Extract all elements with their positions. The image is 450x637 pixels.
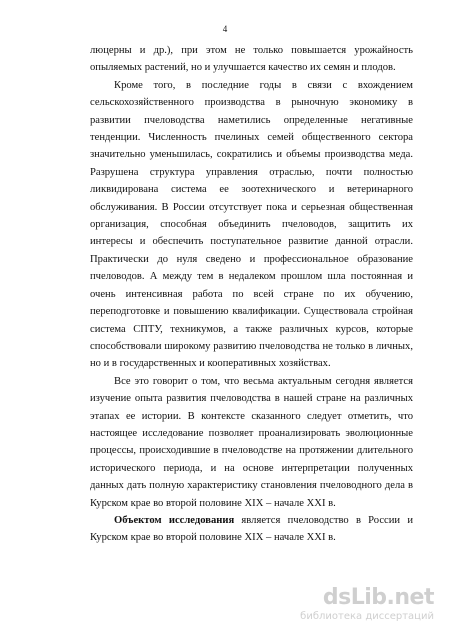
paragraph-3: Все это говорит о том, что весьма актуальным сегодня является изучение опыта развития пчеловодства в нашей стране на различных этапах ее истории. В контексте сказанного следует отметить, что настоящее исследование позволяет проанализировать эволюционные процессы, происходившие в пчеловодстве на протяжении длительного исторического периода, и на основе интерпретации полученных данных дать полную характеристику становления пчеловодного дела в Курском крае во второй половине XIX – начале XXI в. (90, 375, 413, 509)
paragraph-4-text: является пчеловодство в России и Курском крае во второй половине XIX – начале XXI в. (90, 514, 413, 544)
watermark-logo: dsLib.net (322, 585, 434, 610)
paragraph-2: Кроме того, в последние годы в связи с вхождением сельскохозяйственного производства в рыночную экономику в развитии пчеловодства наметились определенные негативные тенденции. Численность пчелиных семей общественного сектора значительно уменьшилась, сократились и объемы производства меда. Разрушена структура управления отраслью, почти полностью ликвидирована система ее зоотехнического и ветеринарного обслуживания. В России отсутствует пока и серьезная общественная организация, способная объединить пчеловодов, защитить их интересы и обеспечить поступательное развитие данной отрасли. Практически до нуля сведено и профессиональное образование пчеловодов. А между тем в недалеком прошлом шла постоянная и очень интенсивная работа по всей стране по их обучению, переподготовке и повышению квалификации. Существовала стройная система СПТУ, техникумов, а также различных курсов, которые способствовали широкому развитию пчеловодства не только в личных, но и в государственных и кооперативных хозяйствах. (90, 79, 413, 370)
paragraph-1: люцерны и др.), при этом не только повышается урожайность опыляемых растений, но и улучшается качество их семян и плодов. (90, 45, 413, 74)
paragraph-4 (90, 512, 413, 547)
document-body (90, 42, 413, 547)
research-object-term: Объектом исследования (114, 514, 235, 526)
watermark-subtitle: библиотека диссертаций (300, 611, 434, 622)
watermark (264, 585, 434, 627)
page-number: 4 (222, 24, 228, 34)
